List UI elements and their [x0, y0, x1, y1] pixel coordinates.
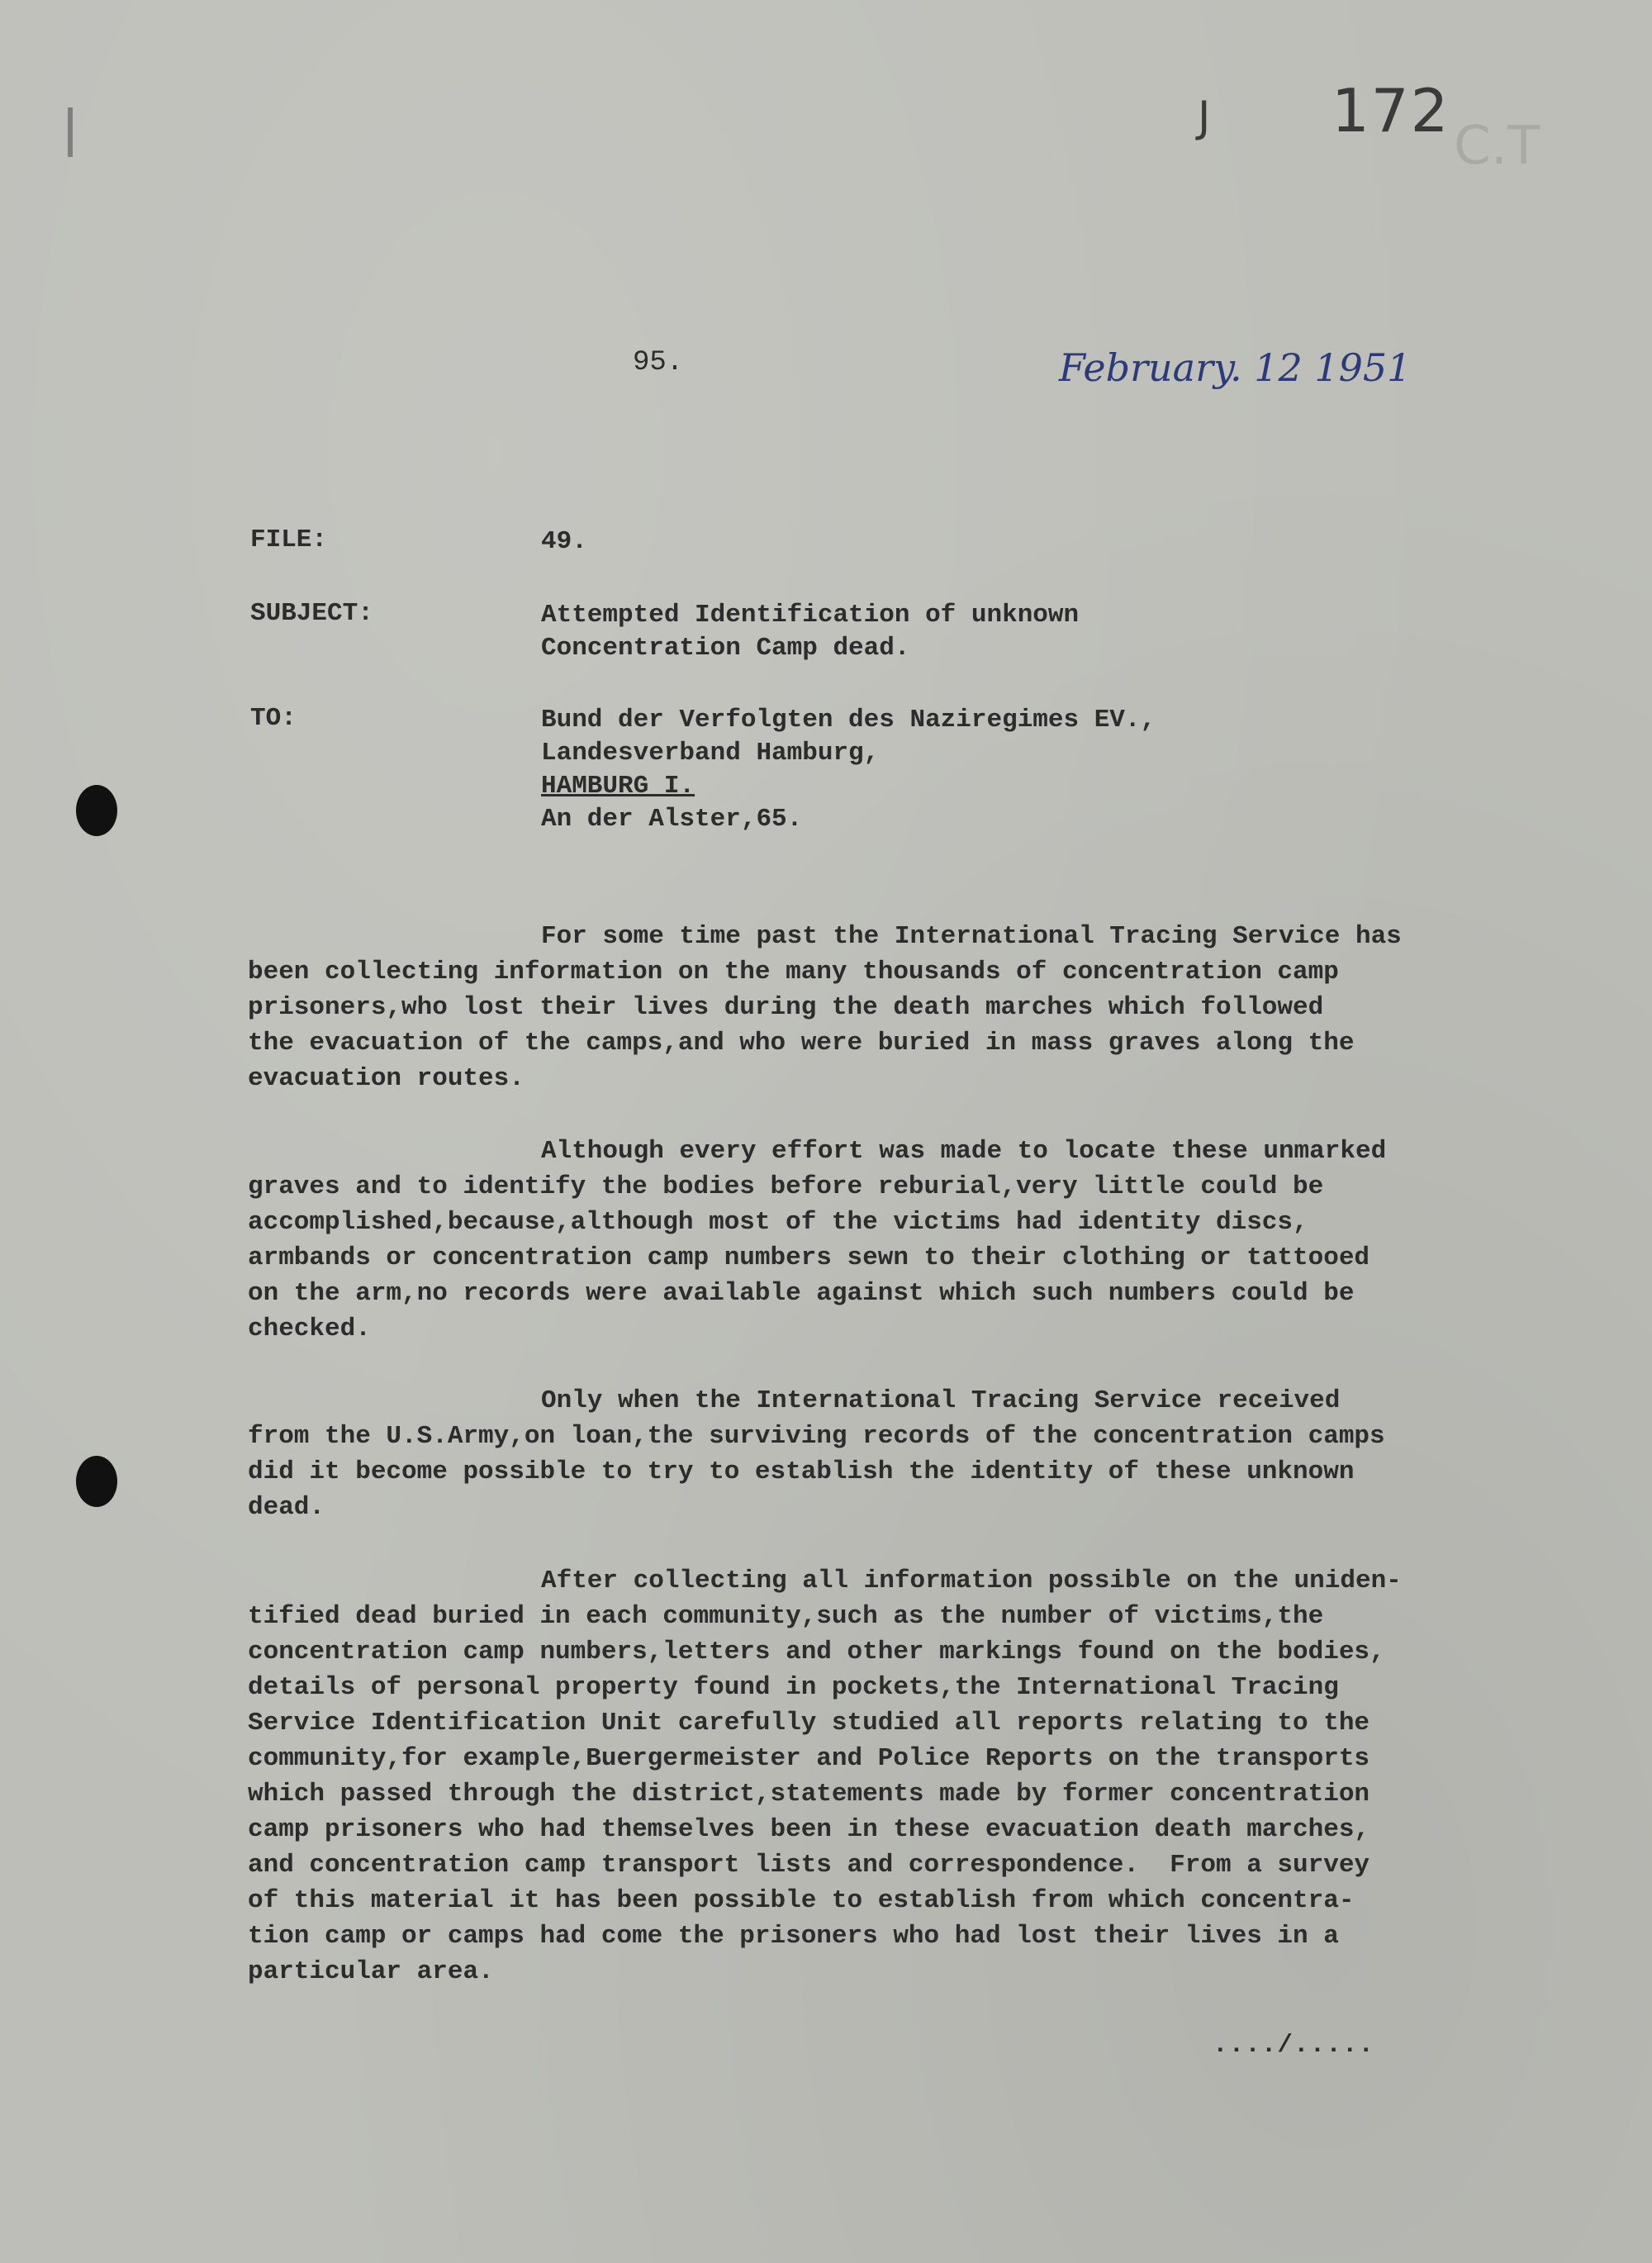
edge-mark — [68, 107, 73, 157]
to-label: TO: — [250, 704, 297, 733]
page-number: 95. — [633, 347, 684, 378]
paragraph-1 — [248, 919, 1536, 1096]
paragraph-2 — [248, 1134, 1536, 1347]
continuation-mark: ..../..... — [1213, 2031, 1375, 2060]
paragraph-line: community,for example,Buergermeister and Police Reports on the transports — [248, 1744, 1370, 1773]
punch-hole — [76, 785, 117, 836]
stamp-initials: C.T — [1454, 116, 1540, 177]
paragraph-line: of this material it has been possible to establish from which concentra- — [248, 1886, 1355, 1915]
recipient-address — [541, 704, 1156, 836]
paragraph-line: Only when the International Tracing Service received — [541, 1386, 1341, 1415]
file-value-text: 49. — [541, 527, 587, 556]
paragraph-line: After collecting all information possible on the uniden- — [541, 1567, 1402, 1595]
punch-hole — [76, 1456, 117, 1507]
address-line: An der Alster,65. — [541, 805, 803, 834]
paragraph-line: been collecting information on the many thousands of concentration camp — [248, 958, 1339, 986]
paragraph-line: particular area. — [248, 1957, 494, 1986]
paragraph-line: from the U.S.Army,on loan,the surviving records of the concentration camps — [248, 1422, 1385, 1451]
paragraph-line: Although every effort was made to locate these unmarked — [541, 1137, 1387, 1166]
paragraph-line: tion camp or camps had come the prisoners who had lost their lives in a — [248, 1922, 1339, 1951]
paragraph-line: armbands or concentration camp numbers sewn to their clothing or tattooed — [248, 1243, 1370, 1272]
file-label: FILE: — [250, 525, 328, 554]
address-line: Bund der Verfolgten des Naziregimes EV., — [541, 706, 1156, 735]
paragraph-line: prisoners,who lost their lives during the death marches which followed — [248, 993, 1324, 1022]
stamp-prefix-mark: J — [1198, 93, 1211, 142]
file-value — [541, 525, 587, 559]
paragraph-line: Service Identification Unit carefully studied all reports relating to the — [248, 1709, 1370, 1738]
paragraph-3 — [248, 1383, 1536, 1525]
paragraph-line: and concentration camp transport lists and correspondence. From a survey — [248, 1851, 1370, 1880]
paragraph-line: did it become possible to try to establish the identity of these unknown — [248, 1457, 1355, 1486]
paragraph-line: For some time past the International Tracing Service has — [541, 922, 1402, 951]
handwritten-date: February. 12 1951 — [1059, 345, 1412, 390]
paragraph-line: evacuation routes. — [248, 1064, 525, 1093]
paragraph-line: which passed through the district,statements made by former concentration — [248, 1780, 1370, 1809]
paragraph-line: dead. — [248, 1493, 325, 1522]
paragraph-line: graves and to identify the bodies before reburial,very little could be — [248, 1172, 1324, 1201]
subject-line: Attempted Identification of unknown — [541, 601, 1080, 630]
paragraph-line: the evacuation of the camps,and who were buried in mass graves along the — [248, 1029, 1355, 1058]
paragraph-line: checked. — [248, 1315, 371, 1343]
paragraph-4 — [248, 1563, 1536, 1990]
subject-label: SUBJECT: — [250, 599, 373, 628]
subject-value — [541, 599, 1079, 665]
archive-stamp-number: 172 — [1332, 76, 1450, 145]
address-line: Landesverband Hamburg, — [541, 739, 880, 768]
paragraph-line: concentration camp numbers,letters and other markings found on the bodies, — [248, 1638, 1385, 1666]
paragraph-line: camp prisoners who had themselves been in these evacuation death marches, — [248, 1815, 1370, 1844]
paragraph-line: on the arm,no records were available against which such numbers could be — [248, 1279, 1355, 1308]
address-line-city: HAMBURG I. — [541, 772, 695, 801]
paragraph-line: tified dead buried in each community,such as the number of victims,the — [248, 1602, 1324, 1631]
paragraph-line: accomplished,because,although most of the victims had identity discs, — [248, 1208, 1308, 1237]
subject-line: Concentration Camp dead. — [541, 634, 910, 663]
paragraph-line: details of personal property found in pockets,the International Tracing — [248, 1673, 1339, 1702]
